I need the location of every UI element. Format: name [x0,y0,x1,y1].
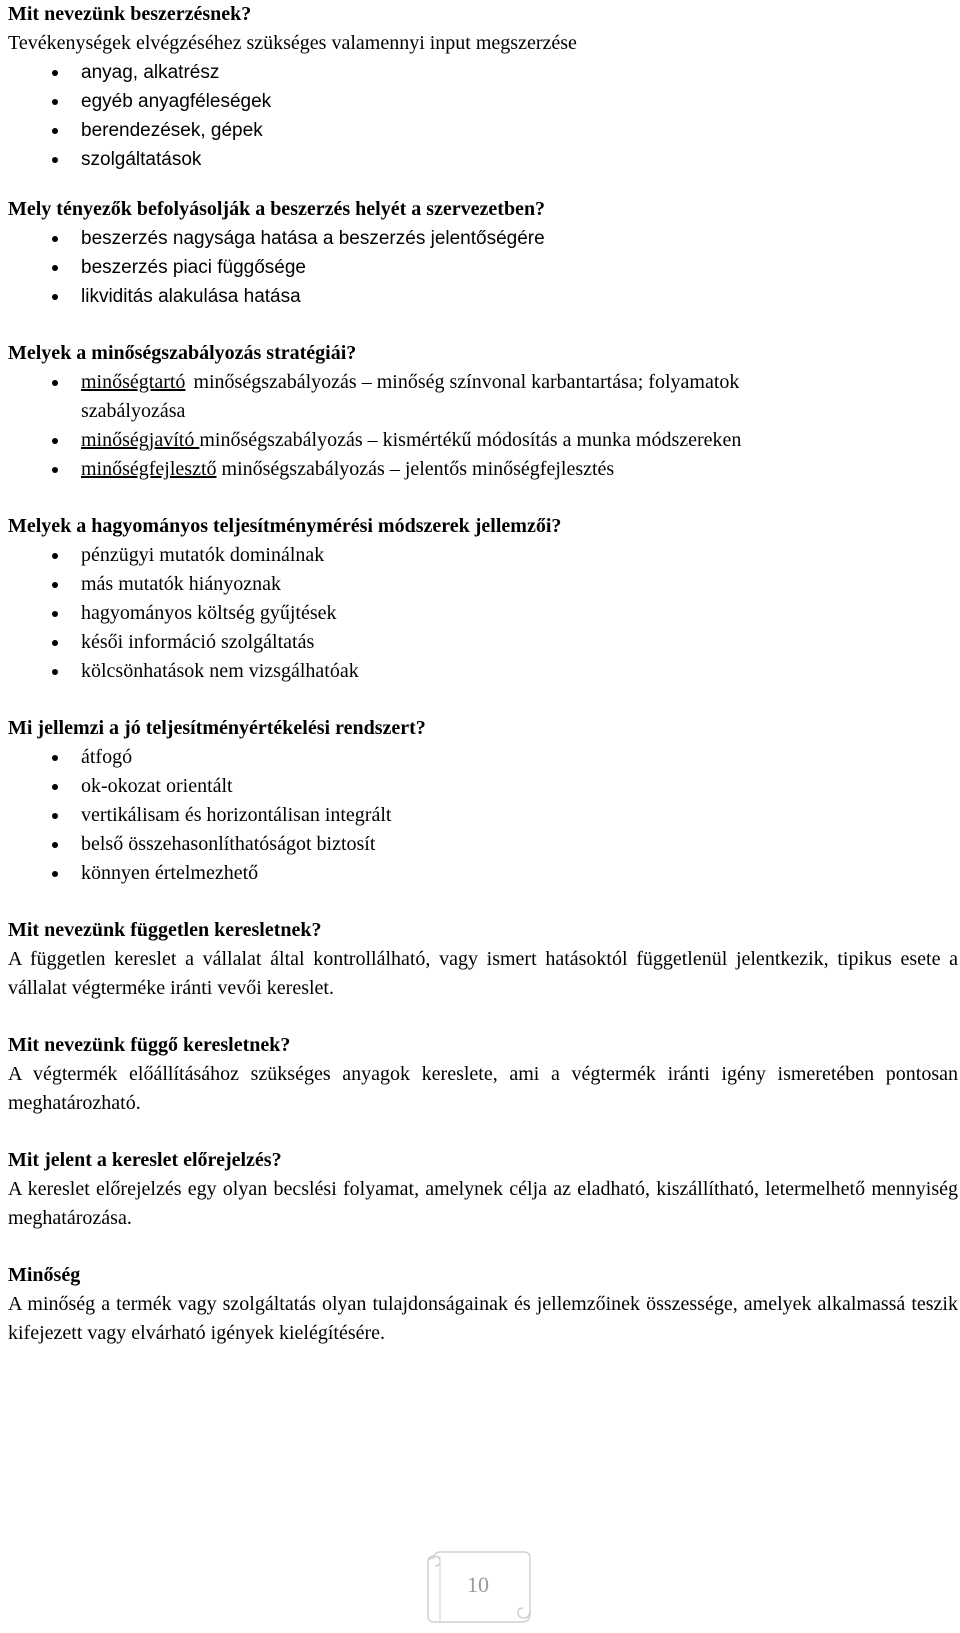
term-underlined: minőségfejlesztő [81,458,217,480]
bullet-list [8,743,958,888]
answer-text: A végtermék előállításához szükséges anyagok kereslete, ami a végtermék iránti igény ismeretében pontosan meghatározható. [8,1063,958,1114]
bullet-list [8,541,958,686]
list-item: átfogó [8,743,958,772]
term-description: minőségszabályozás – minőség színvonal karbantartása; folyamatok [193,371,740,393]
list-item: más mutatók hiányoznak [8,570,958,599]
term-underlined: minőségjavító [81,429,200,451]
list-item: anyag, alkatrész [8,58,958,87]
answer-text: A minőség a termék vagy szolgáltatás olyan tulajdonságainak és jellemzőinek összessége, amelyek alkalmassá teszik kifejezett vagy elvárható igények kielégítésére. [8,1293,958,1344]
bullet-icon [52,553,58,559]
list-item: beszerzés piaci függősége [8,253,958,282]
list-item: belső összehasonlíthatóságot biztosít [8,830,958,859]
list-item: beszerzés nagysága hatása a beszerzés jelentőségére [8,224,958,253]
list-item: késői információ szolgáltatás [8,628,958,657]
bullet-list [8,224,958,311]
bullet-icon [52,784,58,790]
question-heading: Mit jelent a kereslet előrejelzés? [8,1149,282,1171]
list-item: berendezések, gépek [8,116,958,145]
list-item: minőségjavító minőségszabályozás – kismértékű módosítás a munka módszereken [8,426,958,455]
bullet-list [8,368,958,484]
list-item: likviditás alakulása hatása [8,282,958,311]
bullet-icon [52,157,58,163]
question-heading: Mit nevezünk beszerzésnek? [8,3,252,25]
bullet-icon [52,99,58,105]
list-item: egyéb anyagféleségek [8,87,958,116]
bullet-icon [52,70,58,76]
bullet-icon [52,755,58,761]
bullet-icon [52,842,58,848]
question-heading: Melyek a minőségszabályozás stratégiái? [8,342,357,364]
list-item: pénzügyi mutatók dominálnak [8,541,958,570]
list-item: szolgáltatások [8,145,958,174]
list-item: könnyen értelmezhető [8,859,958,888]
list-item: kölcsönhatások nem vizsgálhatóak [8,657,958,686]
question-heading: Melyek a hagyományos teljesítménymérési módszerek jellemzői? [8,515,562,537]
question-heading: Mit nevezünk függő keresletnek? [8,1034,291,1056]
answer-text: A független kereslet a vállalat által kontrollálható, vagy ismert hatásoktól függetlenül jelentkezik, tipikus esete a vállalat végterméke iránti vevői kereslet. [8,948,958,999]
question-heading: Mely tényezők befolyásolják a beszerzés helyét a szervezetben? [8,198,546,220]
list-item: hagyományos költség gyűjtések [8,599,958,628]
bullet-icon [52,871,58,877]
bullet-icon [52,236,58,242]
page-number: 10 [467,1572,489,1597]
scroll-icon [420,1548,536,1626]
question-heading: Mi jellemzi a jó teljesítményértékelési rendszert? [8,717,426,739]
question-heading: Mit nevezünk független keresletnek? [8,919,322,941]
bullet-icon [52,640,58,646]
bullet-icon [52,611,58,617]
bullet-icon [52,438,58,444]
list-item: minőségtartó minőségszabályozás – minőség színvonal karbantartása; folyamatok szabályozása [8,368,958,426]
list-item: minőségfejlesztő minőségszabályozás – jelentős minőségfejlesztés [8,455,958,484]
document-page [8,0,958,1348]
bullet-icon [52,294,58,300]
bullet-icon [52,467,58,473]
bullet-icon [52,128,58,134]
bullet-list [8,58,958,174]
list-item: vertikálisam és horizontálisan integrált [8,801,958,830]
question-heading: Minőség [8,1264,81,1286]
bullet-icon [52,669,58,675]
answer-text: Tevékenységek elvégzéséhez szükséges valamennyi input megszerzése [8,32,577,54]
bullet-icon [52,813,58,819]
bullet-icon [52,582,58,588]
bullet-icon [52,265,58,271]
bullet-icon [52,380,58,386]
answer-text: A kereslet előrejelzés egy olyan becslési folyamat, amelynek célja az eladható, kiszállítható, letermelhető mennyiség meghatározása. [8,1178,958,1229]
list-item: ok-okozat orientált [8,772,958,801]
term-underlined: minőségtartó [81,371,186,393]
